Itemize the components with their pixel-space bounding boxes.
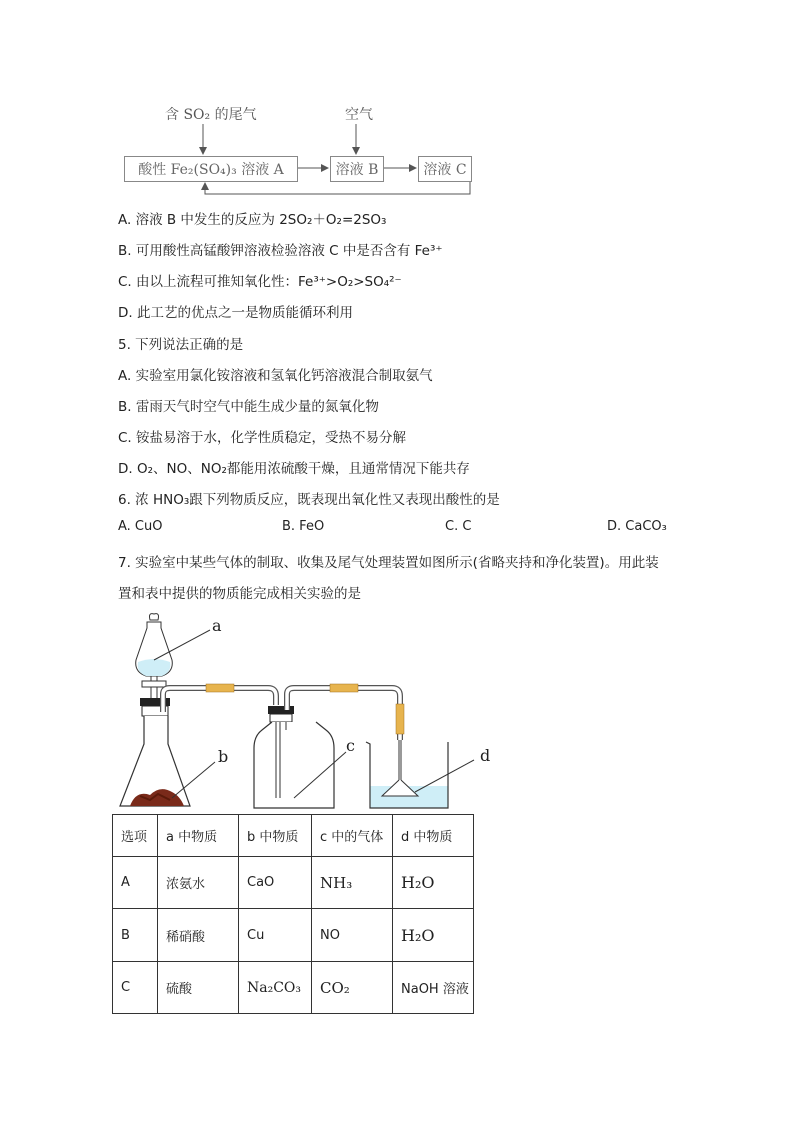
flow-box-solution-b: 溶液 B [330, 156, 384, 182]
label-b: b [218, 747, 229, 766]
q6-option-a: A. CuO [118, 519, 163, 534]
q7-stem-line2: 置和表中提供的物质能完成相关实验的是 [118, 586, 361, 602]
q5-option-a: A. 实验室用氯化铵溶液和氢氧化钙溶液混合制取氨气 [118, 368, 433, 384]
flow-input-air: 空气 [345, 107, 373, 123]
options-table [112, 814, 474, 1014]
table-cell: Cu [239, 909, 312, 962]
table-header-row [113, 815, 474, 857]
table-header-cell: c 中的气体 [312, 815, 393, 857]
table-header-cell: a 中物质 [158, 815, 239, 857]
q4-option-b: B. 可用酸性高锰酸钾溶液检验溶液 C 中是否含有 Fe³⁺ [118, 243, 443, 259]
table-cell: CO₂ [312, 962, 393, 1014]
table-row [113, 909, 474, 962]
table-cell: B [113, 909, 158, 962]
flow-box-solution-c: 溶液 C [418, 156, 472, 182]
table-cell: CaO [239, 857, 312, 909]
q5-option-c: C. 铵盐易溶于水，化学性质稳定，受热不易分解 [118, 430, 407, 446]
q7-stem-line1: 7. 实验室中某些气体的制取、收集及尾气处理装置如图所示(省略夹持和净化装置)。用此装 [118, 555, 659, 571]
table-cell: 浓氨水 [158, 857, 239, 909]
table-header-cell: d 中物质 [393, 815, 474, 857]
beaker [366, 740, 448, 808]
q5-option-b: B. 雷雨天气时空气中能生成少量的氮氧化物 [118, 399, 379, 415]
label-c: c [346, 736, 355, 755]
table-cell: H₂O [393, 909, 474, 962]
table-row [113, 962, 474, 1014]
table-cell: H₂O [393, 857, 474, 909]
table-header-cell: 选项 [113, 815, 158, 857]
gas-bottle [254, 706, 334, 808]
table-cell: C [113, 962, 158, 1014]
label-d: d [480, 746, 491, 765]
table-cell: 稀硝酸 [158, 909, 239, 962]
tube-1 [163, 684, 276, 712]
q6-option-d: D. CaCO₃ [607, 519, 667, 534]
q4-option-d: D. 此工艺的优点之一是物质能循环利用 [118, 305, 353, 321]
table-cell: NaOH 溶液 [393, 962, 474, 1014]
q6-option-b: B. FeO [282, 519, 325, 534]
table-header-cell: b 中物质 [239, 815, 312, 857]
q5-option-d: D. O₂、NO、NO₂都能用浓硫酸干燥，且通常情况下能共存 [118, 461, 470, 477]
flow-box-solution-a: 酸性 Fe₂(SO₄)₃ 溶液 A [124, 156, 298, 182]
table-cell: NO [312, 909, 393, 962]
q4-option-a: A. 溶液 B 中发生的反应为 2SO₂＋O₂=2SO₃ [118, 212, 387, 228]
table-cell: Na₂CO₃ [239, 962, 312, 1014]
q5-stem: 5. 下列说法正确的是 [118, 337, 244, 353]
q4-option-c: C. 由以上流程可推知氧化性：Fe³⁺>O₂>SO₄²⁻ [118, 274, 402, 290]
table-cell: A [113, 857, 158, 909]
table-cell: 硫酸 [158, 962, 239, 1014]
table-cell: NH₃ [312, 857, 393, 909]
q6-stem: 6. 浓 HNO₃跟下列物质反应，既表现出氧化性又表现出酸性的是 [118, 492, 500, 508]
label-a: a [212, 616, 222, 635]
table-row [113, 857, 474, 909]
q6-option-c: C. C [445, 519, 472, 534]
flow-input-tail-gas: 含 SO₂ 的尾气 [165, 107, 257, 123]
conical-flask [120, 698, 190, 806]
